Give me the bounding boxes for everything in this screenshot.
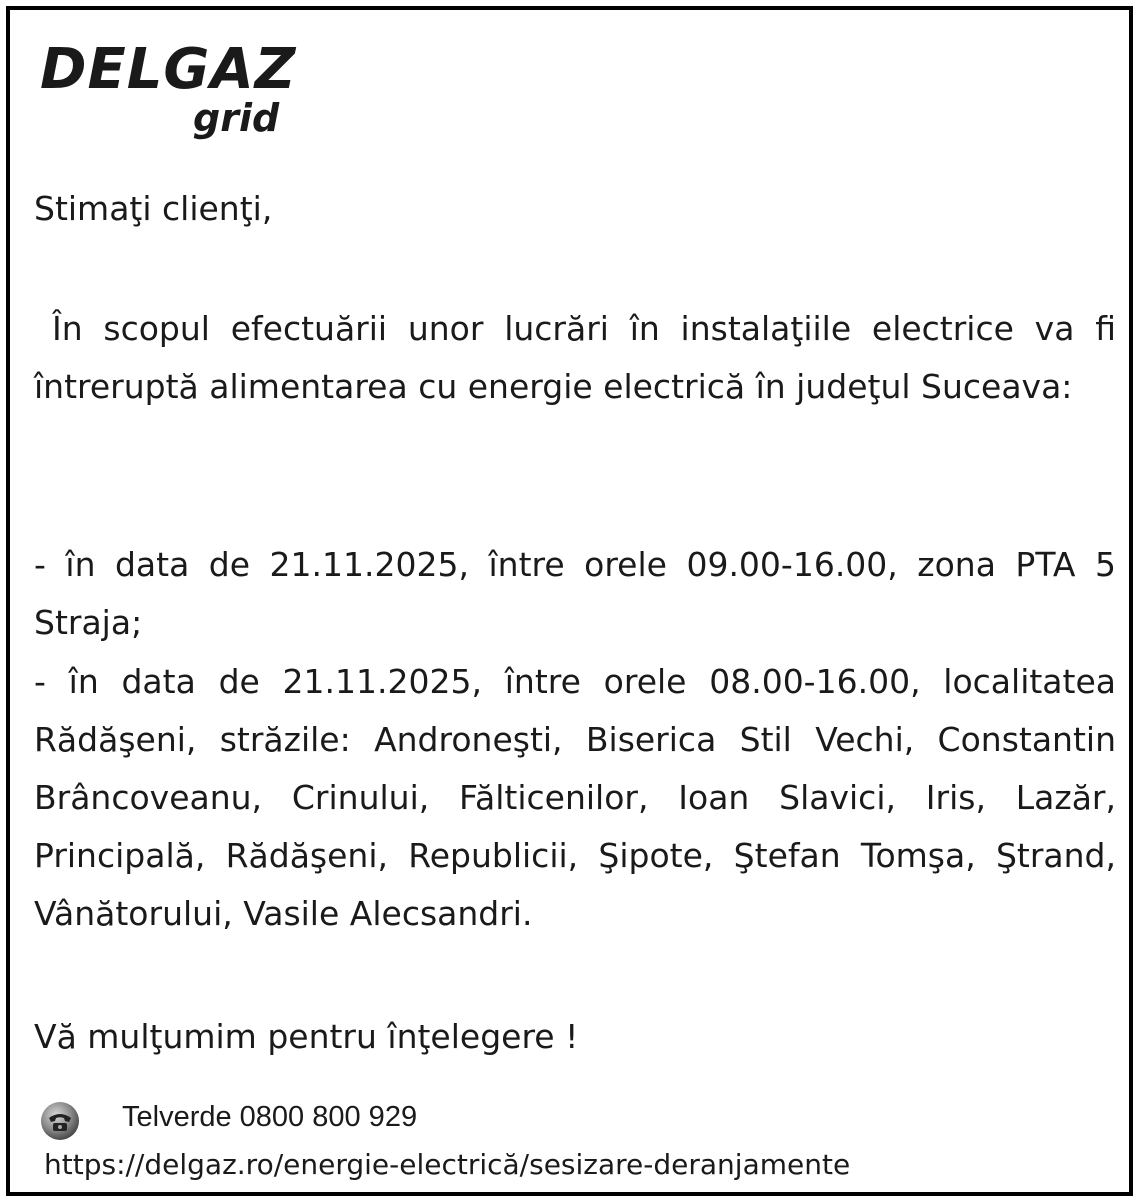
outage-item-1: - în data de 21.11.2025, între orele 09.00-16.00, zona PTA 5 Straja; — [34, 545, 1116, 642]
thanks-line: Vă mulţumim pentru înţelegere ! — [34, 1017, 579, 1056]
greeting: Stimaţi clienţi, — [34, 189, 273, 228]
logo-main-text: DELGAZ — [40, 37, 297, 102]
delgaz-logo — [40, 38, 300, 143]
phone-number: Telverde 0800 800 929 — [122, 1101, 418, 1133]
intro-paragraph: În scopul efectuării unor lucrări în instalaţiile electrice va fi întreruptă alimentarea cu energie electrică în judeţul Suceava: — [34, 309, 1116, 406]
outage-item-2: - în data de 21.11.2025, între orele 08.00-16.00, localitatea Rădăşeni, străzile: Androneşti, Biserica Stil Vechi, Constantin Brâncoveanu, Crinului, Fălticenilor, Ioan Slavici, Iris, Lazăr, Principală, Rădăşeni, Republicii, Şipote, Ştefan Tomşa, Ştrand, Vânătorului, Vasile Alecsandri. — [34, 662, 1116, 933]
phone-icon — [40, 1101, 80, 1141]
logo-sub-text: grid — [193, 96, 280, 140]
notice-frame — [6, 6, 1133, 1196]
contact-line — [40, 1093, 740, 1143]
report-url-link[interactable]: https://delgaz.ro/energie-electrică/sesizare-deranjamente — [44, 1148, 851, 1181]
